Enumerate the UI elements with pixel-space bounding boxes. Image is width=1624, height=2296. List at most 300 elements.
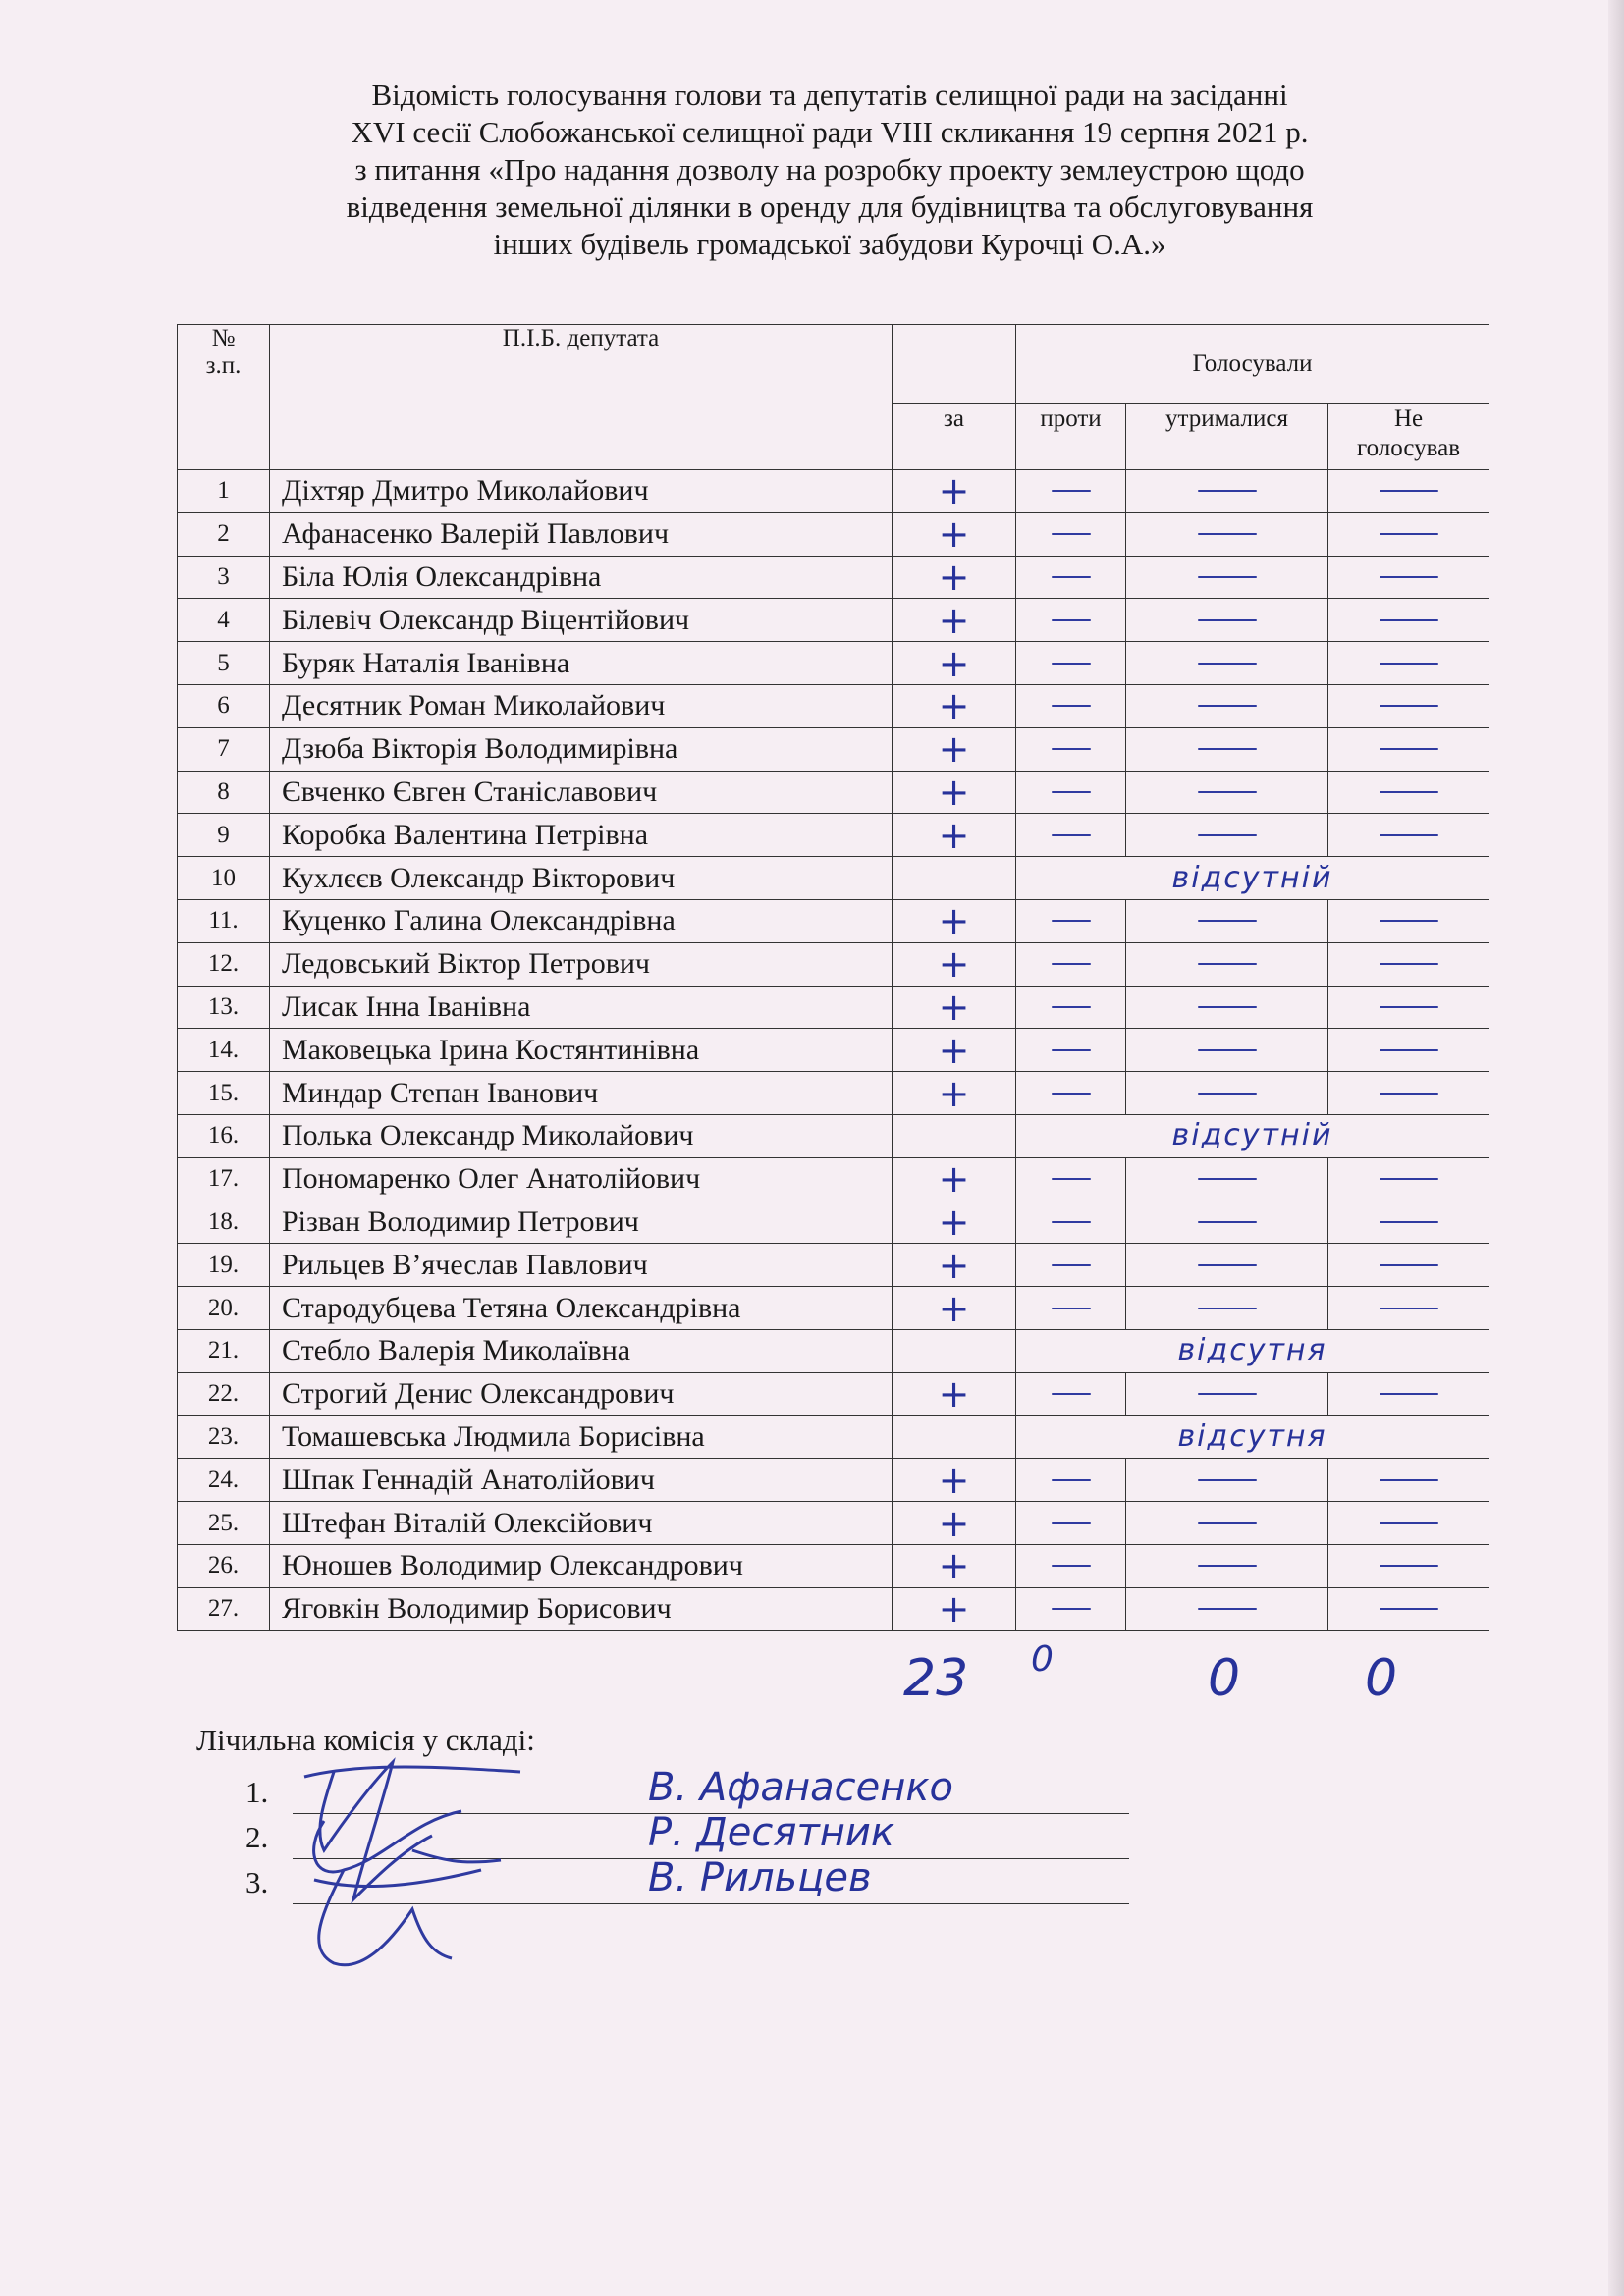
deputy-name: Десятник Роман Миколайович xyxy=(270,684,893,727)
table-row xyxy=(178,1415,1489,1459)
vote-not-voted-cell xyxy=(1328,556,1489,599)
deputy-name: Афанасенко Валерій Павлович xyxy=(270,512,893,556)
row-number: 16. xyxy=(178,1114,270,1157)
vote-for-mark: + xyxy=(938,1587,970,1631)
vote-not-voted-cell xyxy=(1328,512,1489,556)
vote-against-dash xyxy=(1052,490,1091,492)
vote-against-dash xyxy=(1052,1221,1091,1223)
vote-abstained-dash xyxy=(1198,490,1257,492)
vote-against-cell xyxy=(1016,1157,1126,1201)
vote-abstained-dash xyxy=(1198,963,1257,965)
header-name: П.І.Б. депутата xyxy=(270,325,893,470)
deputy-name: Юношев Володимир Олександрович xyxy=(270,1544,893,1587)
vote-against-dash xyxy=(1052,1393,1091,1395)
row-number: 5 xyxy=(178,642,270,685)
vote-abstained-dash xyxy=(1198,834,1257,836)
table-row xyxy=(178,1157,1489,1201)
deputy-name: Миндар Степан Іванович xyxy=(270,1072,893,1115)
vote-not-voted-dash xyxy=(1380,1093,1438,1095)
vote-against-cell xyxy=(1016,899,1126,942)
deputy-name: Маковецька Ірина Костянтинівна xyxy=(270,1029,893,1072)
row-number: 24. xyxy=(178,1459,270,1502)
table-row xyxy=(178,1072,1489,1115)
deputy-name: Стебло Валерія Миколаївна xyxy=(270,1329,893,1372)
vote-not-voted-cell xyxy=(1328,1244,1489,1287)
vote-against-dash xyxy=(1052,1264,1091,1266)
vote-not-voted-cell xyxy=(1328,814,1489,857)
deputy-name: Рильцев В’ячеслав Павлович xyxy=(270,1244,893,1287)
deputy-name: Яговкін Володимир Борисович xyxy=(270,1587,893,1630)
vote-abstained-dash xyxy=(1198,1093,1257,1095)
vote-for-mark: + xyxy=(938,985,970,1029)
document-title xyxy=(167,77,1492,263)
row-number: 12. xyxy=(178,942,270,986)
header-not-voted xyxy=(1328,404,1489,470)
vote-against-cell xyxy=(1016,814,1126,857)
table-row xyxy=(178,1114,1489,1157)
deputy-name: Строгий Денис Олександрович xyxy=(270,1372,893,1415)
vote-abstained-dash xyxy=(1198,920,1257,922)
vote-against-dash xyxy=(1052,834,1091,836)
vote-not-voted-dash xyxy=(1380,1565,1438,1567)
vote-for-mark: + xyxy=(938,1372,970,1416)
vote-not-voted-dash xyxy=(1380,576,1438,578)
header-voted: Голосували xyxy=(1016,325,1489,404)
vote-abstained-dash xyxy=(1198,748,1257,750)
vote-abstained-cell xyxy=(1126,1544,1328,1587)
vote-for-cell xyxy=(893,857,1016,900)
table-row xyxy=(178,556,1489,599)
title-line-4: відведення земельної ділянки в оренду для будівництва та обслуговування xyxy=(346,189,1314,224)
member-name: В. Афанасенко xyxy=(648,1765,953,1810)
deputy-name: Дзюба Вікторія Володимирівна xyxy=(270,727,893,771)
page-edge xyxy=(1608,0,1624,2296)
vote-for-mark: + xyxy=(938,598,970,642)
vote-not-voted-dash xyxy=(1380,1479,1438,1481)
vote-abstained-cell xyxy=(1126,899,1328,942)
deputy-name: Томашевська Людмила Борисівна xyxy=(270,1415,893,1459)
vote-for-mark: + xyxy=(938,1157,970,1201)
deputy-name: Штефан Віталій Олексійович xyxy=(270,1502,893,1545)
vote-against-cell xyxy=(1016,470,1126,513)
table-row xyxy=(178,1372,1489,1415)
vote-not-voted-dash xyxy=(1380,1049,1438,1051)
vote-not-voted-cell xyxy=(1328,1157,1489,1201)
deputy-name: Біла Юлія Олександрівна xyxy=(270,556,893,599)
vote-not-voted-dash xyxy=(1380,1006,1438,1008)
vote-against-cell xyxy=(1016,599,1126,642)
header-number-abbr: з.п. xyxy=(205,352,242,379)
header-abstained: утрималися xyxy=(1126,404,1328,470)
vote-against-dash xyxy=(1052,1522,1091,1524)
vote-abstained-cell xyxy=(1126,1201,1328,1244)
vote-abstained-dash xyxy=(1198,1608,1257,1610)
vote-abstained-cell xyxy=(1126,727,1328,771)
vote-not-voted-dash xyxy=(1380,1308,1438,1309)
deputy-name: Білевіч Олександр Віцентійович xyxy=(270,599,893,642)
deputy-name: Полька Олександр Миколайович xyxy=(270,1114,893,1157)
row-number: 17. xyxy=(178,1157,270,1201)
vote-not-voted-dash xyxy=(1380,791,1438,793)
row-number: 23. xyxy=(178,1415,270,1459)
deputy-name: Куценко Галина Олександрівна xyxy=(270,899,893,942)
vote-for-mark: + xyxy=(938,1286,970,1330)
vote-for-cell xyxy=(893,1287,1016,1330)
vote-not-voted-dash xyxy=(1380,1264,1438,1266)
vote-abstained-dash xyxy=(1198,1178,1257,1180)
vote-for-cell xyxy=(893,1244,1016,1287)
vote-not-voted-cell xyxy=(1328,642,1489,685)
vote-abstained-cell xyxy=(1126,1587,1328,1630)
header-not-voted-l2: голосував xyxy=(1356,435,1461,461)
vote-not-voted-dash xyxy=(1380,1608,1438,1610)
vote-against-dash xyxy=(1052,1308,1091,1309)
vote-against-cell xyxy=(1016,771,1126,814)
vote-against-dash xyxy=(1052,1178,1091,1180)
vote-not-voted-dash xyxy=(1380,533,1438,535)
vote-abstained-dash xyxy=(1198,705,1257,707)
vote-against-cell xyxy=(1016,1544,1126,1587)
vote-abstained-cell xyxy=(1126,599,1328,642)
row-number: 7 xyxy=(178,727,270,771)
vote-for-cell xyxy=(893,556,1016,599)
deputy-name: Стародубцева Тетяна Олександрівна xyxy=(270,1287,893,1330)
vote-not-voted-cell xyxy=(1328,1502,1489,1545)
row-number: 2 xyxy=(178,512,270,556)
table-row xyxy=(178,1502,1489,1545)
absent-note: відсутній xyxy=(1016,1114,1489,1157)
vote-abstained-cell xyxy=(1126,1157,1328,1201)
vote-not-voted-cell xyxy=(1328,771,1489,814)
vote-against-dash xyxy=(1052,663,1091,665)
vote-not-voted-dash xyxy=(1380,1393,1438,1395)
vote-not-voted-dash xyxy=(1380,834,1438,836)
vote-abstained-dash xyxy=(1198,1565,1257,1567)
row-number: 9 xyxy=(178,814,270,857)
vote-for-cell xyxy=(893,1544,1016,1587)
vote-abstained-cell xyxy=(1126,556,1328,599)
vote-for-cell xyxy=(893,1201,1016,1244)
vote-for-cell xyxy=(893,1114,1016,1157)
vote-abstained-cell xyxy=(1126,642,1328,685)
table-row xyxy=(178,1459,1489,1502)
row-number: 26. xyxy=(178,1544,270,1587)
vote-not-voted-cell xyxy=(1328,942,1489,986)
vote-abstained-dash xyxy=(1198,619,1257,621)
vote-for-cell xyxy=(893,986,1016,1029)
absent-note: відсутня xyxy=(1016,1415,1489,1459)
table-row xyxy=(178,1329,1489,1372)
vote-for-cell xyxy=(893,771,1016,814)
vote-abstained-dash xyxy=(1198,1049,1257,1051)
vote-against-dash xyxy=(1052,963,1091,965)
vote-against-cell xyxy=(1016,986,1126,1029)
row-number: 8 xyxy=(178,771,270,814)
title-line-2: XVI сесії Слобожанської селищної ради VIII скликання 19 серпня 2021 р. xyxy=(351,115,1309,149)
vote-not-voted-cell xyxy=(1328,1072,1489,1115)
vote-against-cell xyxy=(1016,512,1126,556)
vote-abstained-cell xyxy=(1126,771,1328,814)
vote-against-cell xyxy=(1016,1029,1126,1072)
vote-against-cell xyxy=(1016,556,1126,599)
vote-against-dash xyxy=(1052,748,1091,750)
vote-for-cell xyxy=(893,1329,1016,1372)
table-row xyxy=(178,857,1489,900)
deputy-name: Буряк Наталія Іванівна xyxy=(270,642,893,685)
vote-abstained-cell xyxy=(1126,470,1328,513)
vote-for-mark: + xyxy=(938,1028,970,1072)
vote-not-voted-dash xyxy=(1380,748,1438,750)
vote-not-voted-dash xyxy=(1380,490,1438,492)
voting-table xyxy=(177,324,1489,1631)
deputy-name: Коробка Валентина Петрівна xyxy=(270,814,893,857)
vote-not-voted-dash xyxy=(1380,663,1438,665)
vote-for-mark: + xyxy=(938,641,970,685)
absent-note: відсутня xyxy=(1016,1329,1489,1372)
vote-for-cell xyxy=(893,512,1016,556)
vote-against-cell xyxy=(1016,1502,1126,1545)
vote-for-cell xyxy=(893,1415,1016,1459)
vote-against-cell xyxy=(1016,1072,1126,1115)
table-row xyxy=(178,727,1489,771)
vote-not-voted-cell xyxy=(1328,599,1489,642)
vote-for-mark: + xyxy=(938,512,970,557)
header-number xyxy=(178,325,270,470)
row-number: 19. xyxy=(178,1244,270,1287)
row-number: 4 xyxy=(178,599,270,642)
handwritten-signatures xyxy=(265,1742,579,1978)
vote-against-cell xyxy=(1016,1201,1126,1244)
vote-not-voted-cell xyxy=(1328,470,1489,513)
absent-note: відсутній xyxy=(1016,857,1489,900)
vote-against-cell xyxy=(1016,1587,1126,1630)
member-number: 1. xyxy=(245,1775,269,1809)
vote-not-voted-cell xyxy=(1328,986,1489,1029)
vote-against-cell xyxy=(1016,1459,1126,1502)
row-number: 14. xyxy=(178,1029,270,1072)
vote-for-mark: + xyxy=(938,727,970,772)
vote-not-voted-dash xyxy=(1380,619,1438,621)
vote-abstained-dash xyxy=(1198,1522,1257,1524)
deputy-name: Євченко Євген Станіславович xyxy=(270,771,893,814)
row-number: 11. xyxy=(178,899,270,942)
vote-totals xyxy=(884,1639,1492,1708)
vote-abstained-dash xyxy=(1198,1479,1257,1481)
vote-against-dash xyxy=(1052,1479,1091,1481)
vote-for-cell xyxy=(893,1029,1016,1072)
row-number: 13. xyxy=(178,986,270,1029)
vote-abstained-cell xyxy=(1126,1029,1328,1072)
vote-for-cell xyxy=(893,470,1016,513)
vote-abstained-dash xyxy=(1198,1221,1257,1223)
vote-abstained-cell xyxy=(1126,942,1328,986)
vote-for-mark: + xyxy=(938,1544,970,1588)
vote-for-cell xyxy=(893,727,1016,771)
row-number: 25. xyxy=(178,1502,270,1545)
vote-for-mark: + xyxy=(938,1071,970,1115)
vote-abstained-cell xyxy=(1126,1372,1328,1415)
vote-not-voted-cell xyxy=(1328,684,1489,727)
vote-against-dash xyxy=(1052,920,1091,922)
title-line-3: з питання «Про надання дозволу на розробку проекту землеустрою щодо xyxy=(354,152,1305,187)
vote-for-mark: + xyxy=(938,813,970,857)
vote-against-dash xyxy=(1052,705,1091,707)
vote-not-voted-cell xyxy=(1328,1459,1489,1502)
title-line-1: Відомість голосування голови та депутатів селищної ради на засіданні xyxy=(371,78,1288,112)
vote-not-voted-dash xyxy=(1380,705,1438,707)
vote-against-dash xyxy=(1052,1093,1091,1095)
vote-for-cell xyxy=(893,1587,1016,1630)
vote-abstained-dash xyxy=(1198,1264,1257,1266)
vote-for-cell xyxy=(893,599,1016,642)
vote-abstained-cell xyxy=(1126,814,1328,857)
header-not-voted-l1: Не xyxy=(1393,405,1424,432)
vote-abstained-dash xyxy=(1198,1393,1257,1395)
deputy-name: Діхтяр Дмитро Миколайович xyxy=(270,470,893,513)
row-number: 27. xyxy=(178,1587,270,1630)
vote-for-mark: + xyxy=(938,469,970,513)
vote-against-dash xyxy=(1052,576,1091,578)
vote-not-voted-cell xyxy=(1328,1287,1489,1330)
vote-not-voted-cell xyxy=(1328,1587,1489,1630)
vote-for-cell xyxy=(893,642,1016,685)
table-row xyxy=(178,771,1489,814)
total-abstained: 0 xyxy=(1208,1649,1241,1708)
row-number: 20. xyxy=(178,1287,270,1330)
vote-against-cell xyxy=(1016,1244,1126,1287)
row-number: 22. xyxy=(178,1372,270,1415)
vote-for-mark: + xyxy=(938,555,970,599)
vote-for-cell xyxy=(893,899,1016,942)
row-number: 10 xyxy=(178,857,270,900)
vote-not-voted-dash xyxy=(1380,1178,1438,1180)
vote-for-mark: + xyxy=(938,899,970,943)
vote-abstained-cell xyxy=(1126,1072,1328,1115)
vote-abstained-cell xyxy=(1126,986,1328,1029)
vote-for-cell xyxy=(893,1502,1016,1545)
vote-abstained-dash xyxy=(1198,1006,1257,1008)
header-number-symbol: № xyxy=(211,325,236,351)
vote-for-mark: + xyxy=(938,1200,970,1244)
member-number: 2. xyxy=(245,1820,269,1854)
vote-not-voted-cell xyxy=(1328,1201,1489,1244)
row-number: 21. xyxy=(178,1329,270,1372)
vote-against-dash xyxy=(1052,791,1091,793)
vote-abstained-dash xyxy=(1198,533,1257,535)
vote-for-mark: + xyxy=(938,942,970,987)
vote-against-cell xyxy=(1016,727,1126,771)
vote-against-dash xyxy=(1052,1006,1091,1008)
row-number: 3 xyxy=(178,556,270,599)
vote-against-dash xyxy=(1052,619,1091,621)
vote-for-cell xyxy=(893,1459,1016,1502)
table-row xyxy=(178,1029,1489,1072)
vote-for-mark: + xyxy=(938,770,970,814)
vote-against-dash xyxy=(1052,1565,1091,1567)
member-name: Р. Десятник xyxy=(648,1810,895,1855)
table-row xyxy=(178,642,1489,685)
deputy-name: Ледовський Віктор Петрович xyxy=(270,942,893,986)
vote-not-voted-cell xyxy=(1328,727,1489,771)
vote-for-cell xyxy=(893,814,1016,857)
table-row xyxy=(178,1587,1489,1630)
vote-against-dash xyxy=(1052,1049,1091,1051)
deputy-name: Лисак Інна Іванівна xyxy=(270,986,893,1029)
table-row xyxy=(178,814,1489,857)
table-row xyxy=(178,942,1489,986)
header-for: за xyxy=(893,404,1016,470)
deputy-name: Різван Володимир Петрович xyxy=(270,1201,893,1244)
vote-against-cell xyxy=(1016,1372,1126,1415)
vote-for-mark: + xyxy=(938,1501,970,1545)
table-row xyxy=(178,1544,1489,1587)
vote-not-voted-dash xyxy=(1380,963,1438,965)
row-number: 6 xyxy=(178,684,270,727)
vote-abstained-cell xyxy=(1126,1459,1328,1502)
vote-abstained-cell xyxy=(1126,1502,1328,1545)
deputy-name: Пономаренко Олег Анатолійович xyxy=(270,1157,893,1201)
vote-abstained-cell xyxy=(1126,1244,1328,1287)
table-row xyxy=(178,599,1489,642)
vote-for-cell xyxy=(893,684,1016,727)
vote-against-cell xyxy=(1016,942,1126,986)
row-number: 1 xyxy=(178,470,270,513)
vote-not-voted-cell xyxy=(1328,1029,1489,1072)
vote-against-dash xyxy=(1052,533,1091,535)
row-number: 15. xyxy=(178,1072,270,1115)
vote-not-voted-dash xyxy=(1380,1522,1438,1524)
vote-not-voted-cell xyxy=(1328,1372,1489,1415)
table-row xyxy=(178,1201,1489,1244)
vote-not-voted-cell xyxy=(1328,1544,1489,1587)
table-row xyxy=(178,684,1489,727)
total-not-voted: 0 xyxy=(1365,1649,1398,1708)
vote-abstained-dash xyxy=(1198,663,1257,665)
vote-abstained-cell xyxy=(1126,512,1328,556)
total-against: 0 xyxy=(1031,1639,1054,1680)
vote-not-voted-dash xyxy=(1380,920,1438,922)
title-line-5: інших будівель громадської забудови Курочці О.А.» xyxy=(493,227,1166,261)
vote-not-voted-cell xyxy=(1328,899,1489,942)
vote-abstained-dash xyxy=(1198,576,1257,578)
counting-commission-label: Лічильна комісія у складі: xyxy=(196,1723,535,1757)
row-number: 18. xyxy=(178,1201,270,1244)
vote-for-cell xyxy=(893,942,1016,986)
vote-for-cell xyxy=(893,1072,1016,1115)
table-row xyxy=(178,470,1489,513)
member-number: 3. xyxy=(245,1865,269,1899)
vote-against-dash xyxy=(1052,1608,1091,1610)
vote-not-voted-dash xyxy=(1380,1221,1438,1223)
table-row xyxy=(178,899,1489,942)
member-name: В. Рильцев xyxy=(648,1855,872,1900)
vote-abstained-cell xyxy=(1126,1287,1328,1330)
vote-abstained-dash xyxy=(1198,791,1257,793)
vote-for-mark: + xyxy=(938,1243,970,1287)
header-empty xyxy=(893,325,1016,404)
header-against: проти xyxy=(1016,404,1126,470)
vote-abstained-cell xyxy=(1126,684,1328,727)
vote-against-cell xyxy=(1016,642,1126,685)
table-row xyxy=(178,1287,1489,1330)
vote-for-mark: + xyxy=(938,684,970,728)
deputy-name: Шпак Геннадій Анатолійович xyxy=(270,1459,893,1502)
table-row xyxy=(178,512,1489,556)
table-row xyxy=(178,1244,1489,1287)
vote-against-cell xyxy=(1016,684,1126,727)
vote-for-cell xyxy=(893,1157,1016,1201)
vote-for-cell xyxy=(893,1372,1016,1415)
